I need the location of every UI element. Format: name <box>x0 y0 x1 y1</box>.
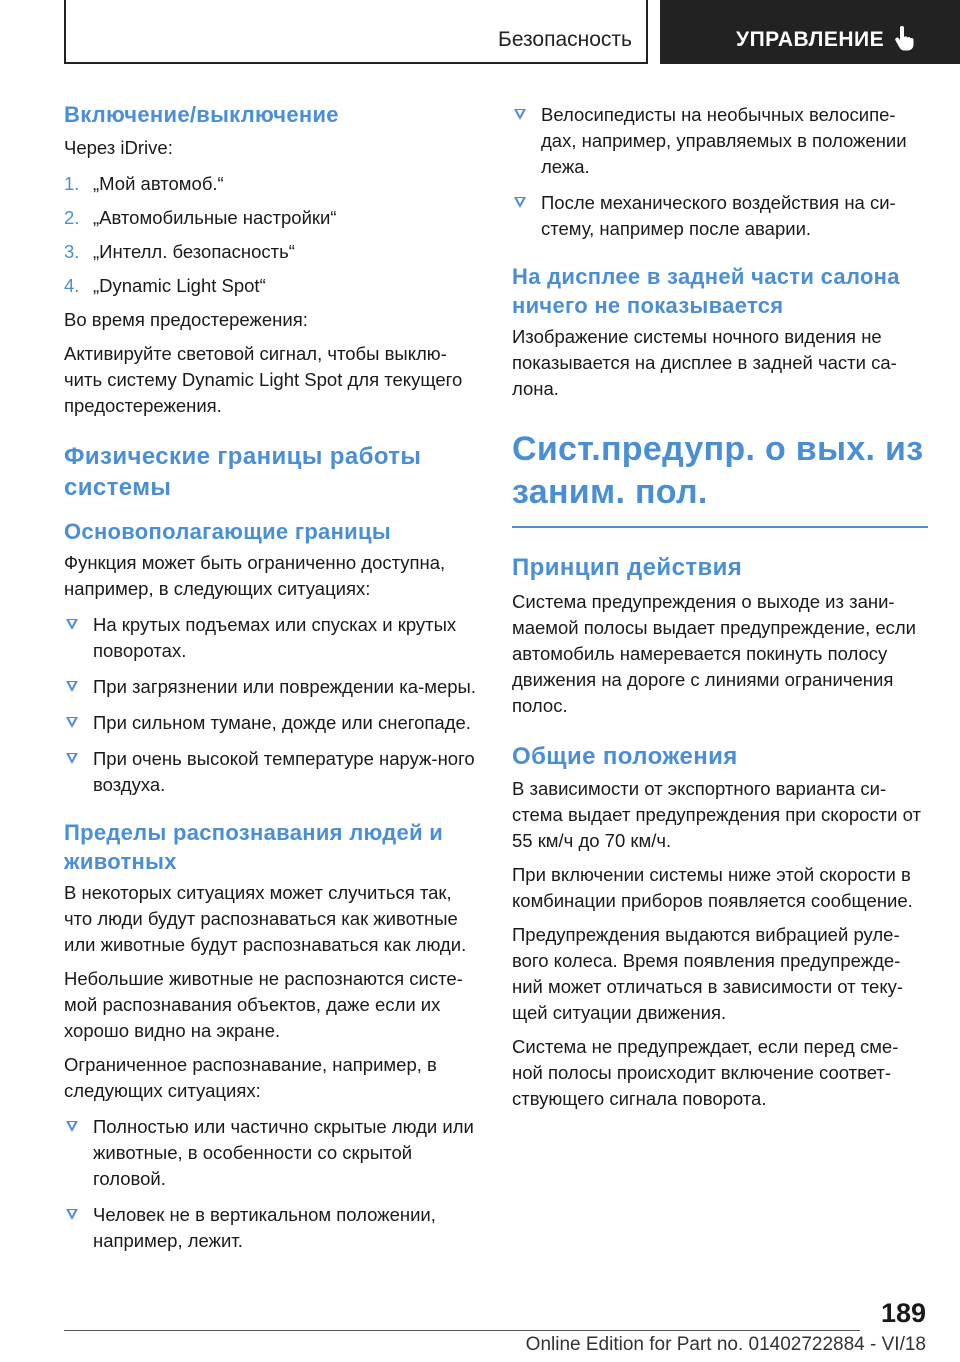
heading-principle: Принцип действия <box>512 554 743 581</box>
list-item: При сильном тумане, дожде или снегопаде. <box>64 710 478 736</box>
footer-divider <box>64 1330 860 1331</box>
text-during-warning: Во время предостережения: <box>64 309 308 330</box>
list-item: На крутых подъемах или спусках и крутых поворотах. <box>64 612 478 664</box>
header-chapter-title: УПРАВЛЕНИЕ <box>736 28 885 51</box>
text-general-p2: При включении системы ниже этой скорости в комбинации приборов появляется сообщение. <box>512 864 913 911</box>
text-general-p3: Предупреждения выдаются вибрацией руле-вого колеса. Время появления предупрежде-ний может отличаться в зависимости от теку-щей ситуации движения. <box>512 924 904 1023</box>
text-principle: Система предупреждения о выходе из зани-маемой полосы выдает предупреждение, если автомобиль намеревается покинуть полосу движения на дороге с линиями ограничения полос. <box>512 591 917 716</box>
triangle-bullet-icon <box>66 1209 78 1220</box>
list-item: 3. „Интелл. безопасность“ <box>64 241 295 262</box>
text-detect-p3: Ограниченное распознавание, например, в следующих ситуациях: <box>64 1054 437 1101</box>
triangle-bullet-icon <box>66 753 78 764</box>
text-general-p4: Система не предупреждает, если перед сме-ной полосы происходит включение соответ-ствующего сигнала поворота. <box>512 1036 899 1109</box>
right-column <box>512 100 928 1112</box>
text-detect-p2: Небольшие животные не распознаются систе-мой распознавания объектов, даже если их хорошо видно на экране. <box>64 968 463 1041</box>
section-divider <box>512 526 928 528</box>
list-item: 2. „Автомобильные настройки“ <box>64 207 337 228</box>
heading-onoff: Включение/выключение <box>64 102 339 127</box>
detect-limits-list-cont <box>512 102 928 242</box>
heading-lane-departure: Сист.предупр. о вых. из заним. пол. <box>512 430 924 511</box>
footer-edition: Online Edition for Part no. 01402722884 - VI/18 <box>525 1334 926 1355</box>
header-section-box <box>64 0 648 64</box>
triangle-bullet-icon <box>514 197 526 208</box>
left-column <box>64 100 478 1254</box>
header-section-title: Безопасность <box>498 28 632 51</box>
header-chapter-tab[interactable] <box>660 0 960 64</box>
heading-general: Общие положения <box>512 743 738 770</box>
text-activate: Активируйте световой сигнал, чтобы выклю-чить систему Dynamic Light Spot для текущего предостережения. <box>64 343 463 416</box>
list-item: При загрязнении или повреждении ка-меры. <box>64 674 478 700</box>
steps-list <box>64 171 478 299</box>
heading-limits: Физические границы работы системы <box>64 443 422 501</box>
triangle-bullet-icon <box>66 1121 78 1132</box>
list-item: Велосипедисты на необычных велосипе-дах, например, управляемых в положении лежа. <box>512 102 928 180</box>
triangle-bullet-icon <box>66 681 78 692</box>
list-item: 1. „Мой автомоб.“ <box>64 173 224 194</box>
text-via-idrive: Через iDrive: <box>64 137 173 158</box>
detect-limits-list <box>64 1114 478 1254</box>
list-item: Человек не в вертикальном положении, например, лежит. <box>64 1202 478 1254</box>
list-item: Полностью или частично скрытые люди или животные, в особенности со скрытой головой. <box>64 1114 478 1192</box>
text-rear-display: Изображение системы ночного видения не показывается на дисплее в задней части са-лона. <box>512 326 897 399</box>
triangle-bullet-icon <box>66 619 78 630</box>
heading-basic-limits: Основополагающие границы <box>64 519 391 544</box>
list-item: При очень высокой температуре наруж-ного воздуха. <box>64 746 478 798</box>
list-item: После механического воздействия на си-стему, например после аварии. <box>512 190 928 242</box>
triangle-bullet-icon <box>66 717 78 728</box>
list-item: 4. „Dynamic Light Spot“ <box>64 275 266 296</box>
hand-pointer-icon <box>892 26 916 52</box>
text-detect-p1: В некоторых ситуациях может случиться так, что люди будут распознаваться как животные или животные будут распознаваться как люди. <box>64 882 467 955</box>
triangle-bullet-icon <box>514 109 526 120</box>
text-general-p1: В зависимости от экспортного варианта си-стема выдает предупреждения при скорости от 55 км/ч до 70 км/ч. <box>512 778 921 851</box>
heading-detection-limits: Пределы распознавания людей и животных <box>64 820 444 874</box>
heading-rear-display: На дисплее в задней части салона ничего не показывается <box>512 264 900 318</box>
basic-limits-list <box>64 612 478 798</box>
page-number: 189 <box>880 1298 926 1328</box>
text-basic-intro: Функция может быть ограниченно доступна, например, в следующих ситуациях: <box>64 552 446 599</box>
